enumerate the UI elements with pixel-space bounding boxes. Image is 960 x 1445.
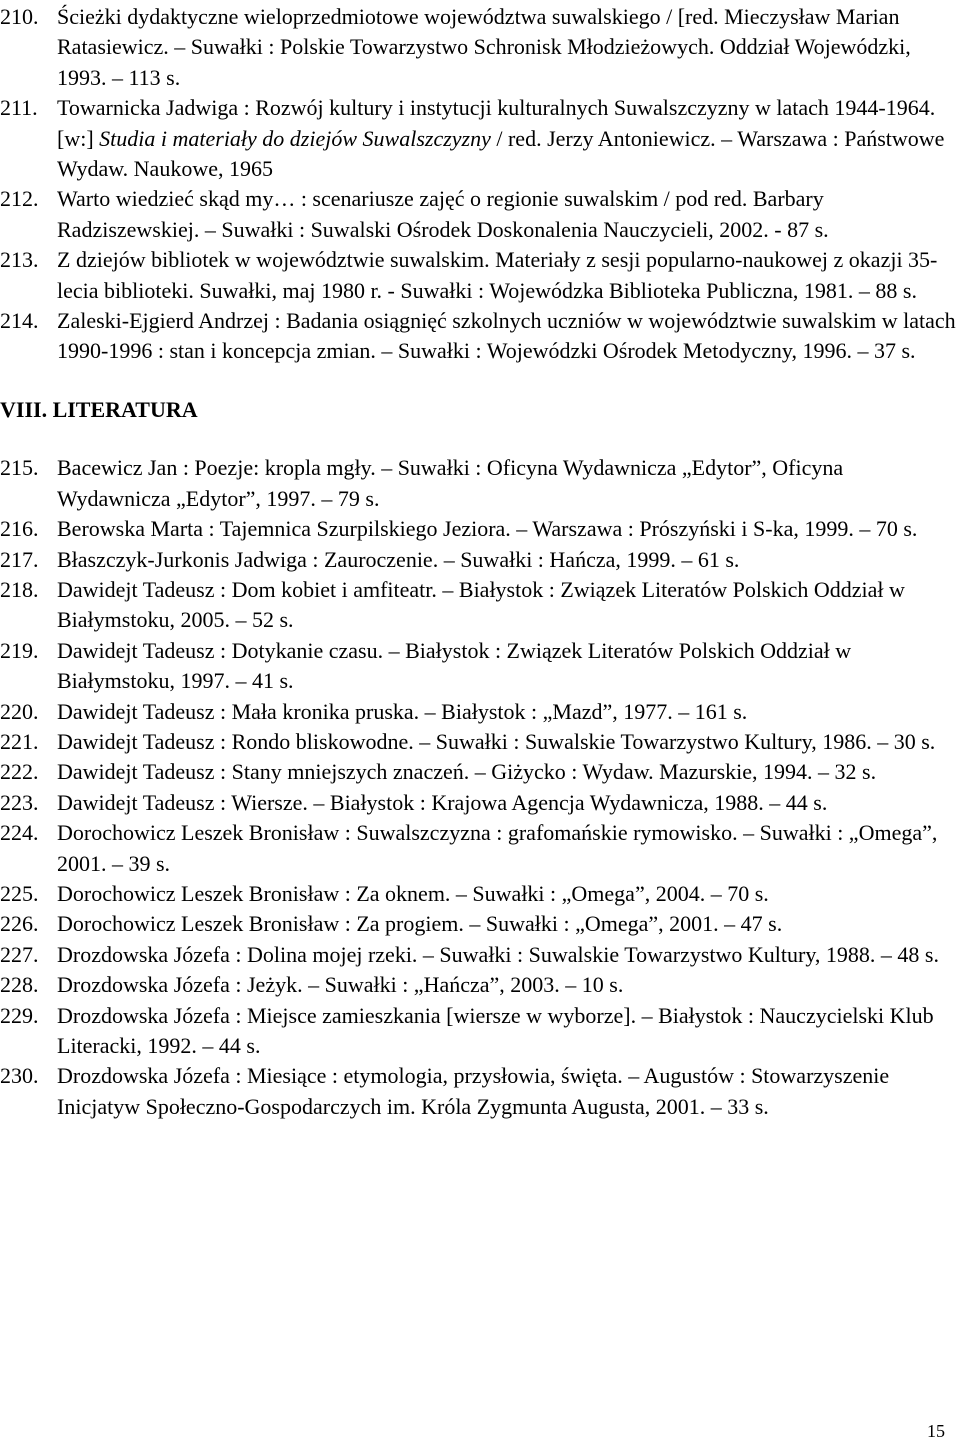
entry-text: Dawidejt Tadeusz : Rondo bliskowodne. – Suwałki : Suwalskie Towarzystwo Kultury, 1986. – 30 s. bbox=[57, 728, 936, 754]
entry-number: 227. bbox=[0, 941, 39, 967]
entry-text: Dorochowicz Leszek Bronisław : Za progiem. – Suwałki : „Omega”, 2001. – 47 s. bbox=[57, 911, 783, 937]
entry-series-title: Studia i materiały do dziejów Suwalszczyzny bbox=[99, 125, 491, 151]
bibliography-entry-215 bbox=[0, 453, 960, 514]
literatura-list bbox=[0, 453, 960, 1122]
entry-number: 214. bbox=[0, 308, 39, 334]
entry-number: 220. bbox=[0, 698, 39, 724]
spacer bbox=[0, 367, 960, 395]
bibliography-entry-229 bbox=[0, 1001, 960, 1062]
entry-number: 225. bbox=[0, 880, 39, 906]
spacer bbox=[0, 425, 960, 453]
bibliography-entry-228 bbox=[0, 970, 960, 1000]
page-number: 15 bbox=[927, 1421, 945, 1441]
entry-number: 222. bbox=[0, 759, 39, 785]
entry-number: 215. bbox=[0, 455, 39, 481]
entry-number: 226. bbox=[0, 911, 39, 937]
entry-number: 229. bbox=[0, 1002, 39, 1028]
entry-number: 223. bbox=[0, 789, 39, 815]
bibliography-entry-225 bbox=[0, 879, 960, 909]
entry-text: Dawidejt Tadeusz : Wiersze. – Białystok : Krajowa Agencja Wydawnicza, 1988. – 44 s. bbox=[57, 789, 828, 815]
bibliography-entry-216 bbox=[0, 514, 960, 544]
bibliography-entry-222 bbox=[0, 757, 960, 787]
entry-number: 221. bbox=[0, 728, 39, 754]
entry-text: Drozdowska Józefa : Jeżyk. – Suwałki : „Hańcza”, 2003. – 10 s. bbox=[57, 972, 624, 998]
entry-number: 210. bbox=[0, 4, 39, 29]
bibliography-entry-227 bbox=[0, 940, 960, 970]
bibliography-entry-212 bbox=[0, 184, 960, 245]
entry-text-part: / red. Jerzy Antoniewicz. – Warszawa : Państwowe Wydaw. Naukowe, 1965 bbox=[57, 125, 945, 182]
bibliography-entry-221 bbox=[0, 727, 960, 757]
entry-number: 219. bbox=[0, 637, 39, 663]
bibliography-entry-210 bbox=[0, 2, 960, 93]
entry-number: 211. bbox=[0, 95, 38, 121]
entry-text: Z dziejów bibliotek w województwie suwalskim. Materiały z sesji popularno-naukowej z okazji 35-lecia biblioteki. Suwałki, maj 1980 r. - Suwałki : Wojewódzka Biblioteka Publiczna, 1981. – 88 s. bbox=[57, 247, 938, 303]
entry-number: 216. bbox=[0, 516, 39, 542]
entry-text: Dorochowicz Leszek Bronisław : Suwalszczyzna : grafomańskie rymowisko. – Suwałki : „Omega”, 2001. – 39 s. bbox=[57, 820, 938, 876]
entry-number: 212. bbox=[0, 186, 39, 212]
entry-text: Dorochowicz Leszek Bronisław : Za oknem. – Suwałki : „Omega”, 2004. – 70 s. bbox=[57, 880, 769, 906]
bibliography-entry-220 bbox=[0, 697, 960, 727]
entry-number: 218. bbox=[0, 576, 39, 602]
entry-number: 213. bbox=[0, 247, 39, 273]
entry-text: Berowska Marta : Tajemnica Szurpilskiego Jeziora. – Warszawa : Prószyński i S-ka, 1999. – 70 s. bbox=[57, 516, 918, 542]
bibliography-entry-218 bbox=[0, 575, 960, 636]
bibliography-entry-217 bbox=[0, 545, 960, 575]
bibliography-entry-224 bbox=[0, 818, 960, 879]
entry-text: Dawidejt Tadeusz : Dom kobiet i amfiteatr. – Białystok : Związek Literatów Polskich Oddział w Białymstoku, 2005. – 52 s. bbox=[57, 576, 905, 633]
entry-text: Dawidejt Tadeusz : Stany mniejszych znaczeń. – Giżycko : Wydaw. Mazurskie, 1994. – 32 s. bbox=[57, 759, 877, 785]
entry-text: Warto wiedzieć skąd my… : scenariusze zajęć o regionie suwalskim / pod red. Barbary Radziszewskiej. – Suwałki : Suwalski Ośrodek Doskonalenia Nauczycieli, 2002. - 87 s. bbox=[57, 186, 829, 242]
entry-text: Zaleski-Ejgierd Andrzej : Badania osiągnięć szkolnych uczniów w województwie suwalskim w latach 1990-1996 : stan i koncepcja zmian. – Suwałki : Wojewódzki Ośrodek Metodyczny, 1996. – 37 s. bbox=[57, 308, 956, 364]
entry-text-part: Towarnicka Jadwiga : Rozwój kultury i instytucji kulturalnych Suwalszczyzny w latach 1944-1964. [w:] bbox=[57, 95, 936, 151]
entry-number: 224. bbox=[0, 820, 39, 846]
bibliography-entry-214 bbox=[0, 306, 960, 367]
bibliography-entry-223 bbox=[0, 788, 960, 818]
entry-text: Dawidejt Tadeusz : Mała kronika pruska. – Białystok : „Mazd”, 1977. – 161 s. bbox=[57, 698, 748, 724]
entry-text: Drozdowska Józefa : Dolina mojej rzeki. – Suwałki : Suwalskie Towarzystwo Kultury, 1988. – 48 s. bbox=[57, 941, 939, 967]
section-heading: VIII. LITERATURA bbox=[0, 396, 198, 422]
entry-text: Dawidejt Tadeusz : Dotykanie czasu. – Białystok : Związek Literatów Polskich Oddział w Białymstoku, 1997. – 41 s. bbox=[57, 637, 852, 694]
entry-text: Ścieżki dydaktyczne wieloprzedmiotowe województwa suwalskiego / [red. Mieczysław Marian Ratasiewicz. – Suwałki : Polskie Towarzystwo Schronisk Młodzieżowych. Oddział Wojewódzki, 1993. – 113 s. bbox=[57, 4, 911, 90]
entry-number: 217. bbox=[0, 546, 39, 572]
bibliography-entry-219 bbox=[0, 636, 960, 697]
bibliography-entry-226 bbox=[0, 909, 960, 939]
entry-number: 230. bbox=[0, 1063, 39, 1089]
entry-text: Bacewicz Jan : Poezje: kropla mgły. – Suwałki : Oficyna Wydawnicza „Edytor”, Oficyna Wydawnicza „Edytor”, 1997. – 79 s. bbox=[57, 455, 844, 511]
bibliography-entry-213 bbox=[0, 245, 960, 306]
entry-text: Drozdowska Józefa : Miesiące : etymologia, przysłowia, święta. – Augustów : Stowarzyszenie Inicjatyw Społeczno-Gospodarczych im. Króla Zygmunta Augusta, 2001. – 33 s. bbox=[57, 1063, 890, 1119]
entry-number: 228. bbox=[0, 972, 39, 998]
entry-text: Błaszczyk-Jurkonis Jadwiga : Zauroczenie. – Suwałki : Hańcza, 1999. – 61 s. bbox=[57, 546, 740, 572]
bibliography-entry-211 bbox=[0, 93, 960, 184]
entry-text: Drozdowska Józefa : Miejsce zamieszkania [wiersze w wyborze]. – Białystok : Nauczycielski Klub Literacki, 1992. – 44 s. bbox=[57, 1002, 934, 1058]
entry-text bbox=[57, 93, 960, 184]
bibliography-entry-230 bbox=[0, 1061, 960, 1122]
